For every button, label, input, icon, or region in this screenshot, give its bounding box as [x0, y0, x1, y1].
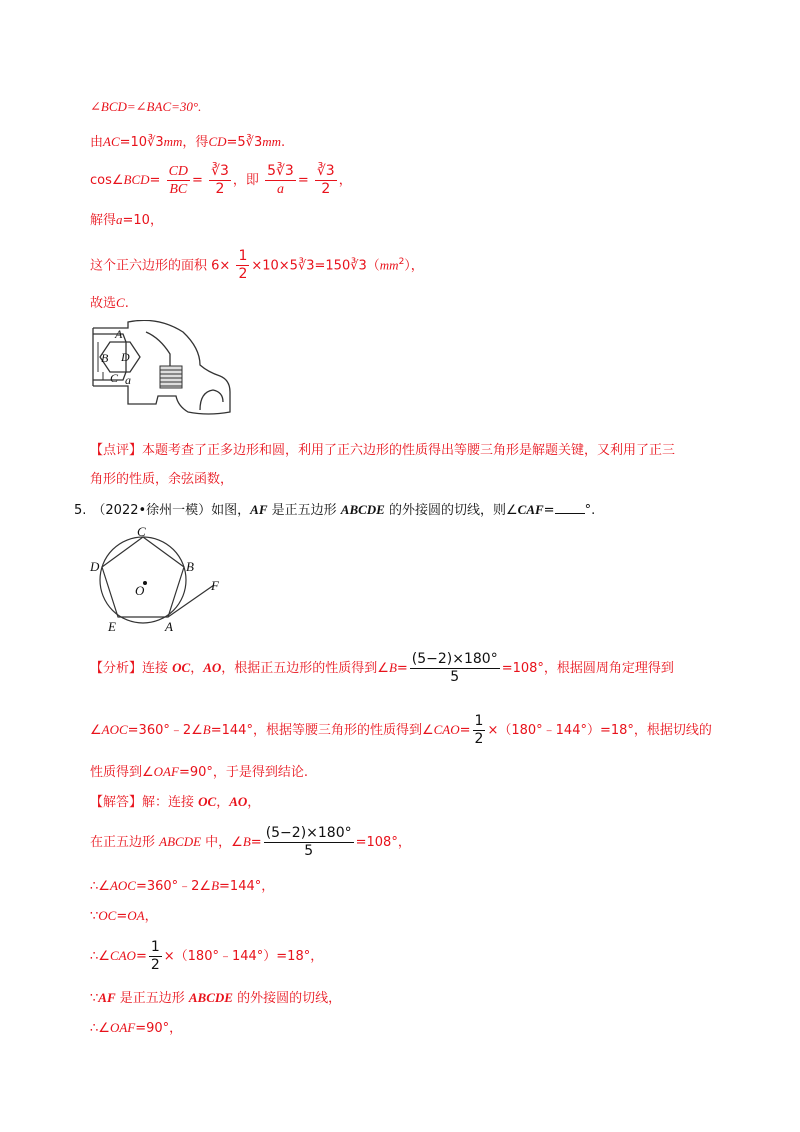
text: =	[543, 503, 555, 518]
text: =	[250, 835, 262, 850]
text: ，	[247, 795, 261, 810]
text: =	[192, 173, 203, 188]
fraction	[149, 939, 162, 974]
pentagon-label-c: C	[137, 525, 146, 539]
text: =360°﹣2∠	[127, 723, 203, 738]
solution-step-7	[90, 1018, 182, 1039]
wrench-label-d: D	[121, 350, 130, 364]
text: AO	[229, 794, 248, 809]
analysis-line-1	[90, 648, 674, 689]
fraction-denominator: 2	[238, 266, 248, 283]
text: AO	[203, 660, 222, 675]
fraction-denominator: 2	[474, 731, 484, 747]
text: CAF	[517, 502, 544, 517]
fraction-denominator: 5	[304, 843, 314, 859]
text: OC	[98, 908, 117, 923]
text: OA	[127, 908, 145, 923]
wrench-label-b: B	[101, 351, 109, 365]
text: cos∠	[90, 173, 124, 188]
fraction-numerator: CD	[168, 164, 189, 179]
solution-line-a	[90, 210, 163, 231]
comment-line-1	[90, 441, 675, 461]
text: 【解答】解：连接	[90, 795, 199, 810]
text: OAF	[109, 1020, 136, 1035]
question-5	[74, 500, 595, 521]
text: ，	[190, 661, 204, 676]
text: B	[388, 660, 397, 675]
fraction-numerator: 5∛3	[267, 163, 294, 179]
text: 中，∠	[201, 835, 243, 850]
text: ∴∠	[90, 949, 110, 964]
text: ，根据正五边形的性质得到∠	[221, 661, 389, 676]
pentagon-label-o: O	[135, 583, 145, 598]
solution-line-area	[90, 242, 424, 286]
fraction-denominator: 5	[450, 669, 460, 685]
text: =5∛3	[226, 135, 263, 150]
solution-step-3	[90, 876, 274, 897]
text: ，	[338, 173, 352, 188]
text: 是正五边形	[115, 991, 189, 1006]
text: ×（180°﹣144°）=18°，根据切线的	[487, 723, 712, 738]
analysis-line-3	[90, 762, 308, 783]
text: 在正五边形	[90, 835, 160, 850]
text: AC	[103, 134, 120, 149]
text: .	[281, 135, 286, 150]
text: ，	[144, 909, 158, 924]
text: mm	[379, 257, 399, 273]
text: =	[135, 949, 147, 964]
solution-line-ac	[90, 132, 285, 153]
fraction-numerator: ∛3	[211, 163, 229, 179]
fraction-denominator: 2	[215, 181, 225, 197]
pentagon-figure	[88, 525, 238, 635]
analysis-line-2	[90, 710, 712, 751]
text: ABCDE	[159, 834, 202, 849]
text: =10，	[122, 213, 163, 228]
text: .	[124, 296, 129, 311]
fraction-denominator: 2	[150, 957, 160, 973]
text: ×10×5∛3=150∛3（	[251, 258, 380, 274]
solution-step-6	[90, 988, 341, 1009]
comment-text: 角形的性质，余弦函数，	[90, 472, 234, 487]
pentagon-label-e: E	[108, 619, 116, 634]
fraction-denominator: a	[276, 182, 284, 197]
text: 解得	[90, 213, 117, 228]
text: =	[116, 909, 128, 924]
text: 这个正六边形的面积 6×	[90, 258, 231, 274]
text: =90°，	[135, 1021, 183, 1036]
wrench-figure	[88, 320, 238, 420]
fraction-numerator: 1	[150, 939, 160, 955]
fraction-numerator: ∛3	[316, 163, 335, 179]
text: B	[202, 722, 211, 737]
text: C	[116, 295, 125, 310]
text: 的外接圆的切线，	[232, 991, 342, 1006]
text: ×（180°﹣144°）=18°，	[163, 949, 324, 964]
text: （2022•徐州一模）如图，	[92, 503, 251, 518]
text: ∴∠	[90, 879, 110, 894]
text: =108°，	[355, 835, 411, 850]
text: ABCDE	[188, 990, 233, 1005]
pentagon-label-f: F	[211, 578, 219, 593]
solution-step-4	[90, 906, 158, 927]
solution-line-choice	[90, 293, 129, 314]
text: ABCDE	[340, 502, 385, 517]
solution-line-cos	[90, 160, 352, 201]
text: =	[396, 661, 408, 676]
solution-step-2	[90, 822, 411, 863]
text: ，得	[182, 135, 209, 150]
text: 【分析】连接	[90, 661, 173, 676]
wrench-label-a: A	[115, 327, 123, 341]
question-number: 5.	[74, 503, 87, 518]
text: AF	[250, 502, 268, 517]
text: °.	[584, 503, 596, 518]
text: CAO	[433, 722, 460, 737]
text: 是正五边形	[267, 503, 341, 518]
text: 故选	[90, 296, 117, 311]
text: =108°，根据圆周角定理得到	[501, 661, 674, 676]
solution-step-5	[90, 936, 323, 977]
text: =	[297, 173, 309, 188]
text: =10∛3	[119, 135, 164, 150]
text: AOC	[109, 878, 136, 893]
fraction-numerator: (5−2)×180°	[265, 825, 352, 841]
fraction	[410, 651, 500, 686]
comment-text: 【点评】本题考查了正多边形和圆，利用了正六边形的性质得出等腰三角形是解题关键，又利用了正三	[90, 443, 676, 458]
text: ，	[216, 795, 230, 810]
text: =360°﹣2∠	[135, 879, 212, 894]
text: ∠	[90, 723, 102, 738]
text: ），	[404, 258, 424, 274]
text: 性质得到∠	[90, 765, 154, 780]
text: ∵	[90, 991, 99, 1006]
fraction	[236, 248, 249, 283]
text: ∵	[90, 909, 99, 924]
text: =144°，根据等腰三角形的性质得到∠	[210, 723, 434, 738]
pentagon-label-b: B	[186, 559, 194, 574]
fraction	[167, 163, 190, 198]
text: AOC	[101, 722, 128, 737]
text: B	[242, 834, 251, 849]
text: mm	[163, 134, 183, 149]
wrench-label-c: C	[110, 371, 119, 385]
text: BCD	[123, 172, 150, 187]
text: =	[149, 173, 161, 188]
fraction-numerator: (5−2)×180°	[411, 651, 498, 667]
fraction	[264, 825, 354, 860]
wrench-label-lower-a: a	[125, 373, 131, 387]
comment-line-2	[90, 470, 233, 490]
fraction	[209, 163, 231, 198]
solution-step-1	[90, 792, 260, 813]
text: a	[116, 212, 123, 227]
fraction	[315, 163, 337, 198]
text: 由	[90, 135, 104, 150]
text: OAF	[153, 764, 179, 779]
text: 的外接圆的切线，则∠	[384, 503, 518, 518]
text: CD	[208, 134, 227, 149]
text: OC	[198, 794, 217, 809]
text: AF	[98, 990, 116, 1005]
answer-blank[interactable]	[555, 501, 585, 514]
text: OC	[172, 660, 191, 675]
angle-text: ∠BCD=∠BAC=30°.	[90, 99, 202, 114]
text: ，即	[232, 173, 259, 188]
fraction-denominator: BC	[169, 182, 188, 197]
fraction-numerator: 1	[238, 248, 248, 265]
pentagon-label-a: A	[165, 619, 173, 634]
fraction	[473, 713, 486, 748]
text: =90°，于是得到结论.	[178, 765, 309, 780]
superscript: 2	[398, 257, 405, 267]
text: B	[211, 878, 220, 893]
text: =144°，	[219, 879, 275, 894]
pentagon-label-d: D	[90, 559, 100, 574]
fraction	[265, 163, 296, 198]
text: CAO	[109, 948, 136, 963]
fraction-numerator: 1	[474, 713, 484, 729]
text: =	[459, 723, 471, 738]
fraction-denominator: 2	[321, 181, 331, 197]
text: mm	[262, 134, 281, 149]
solution-line-angle-bcd	[90, 97, 201, 118]
text: ∴∠	[90, 1021, 110, 1036]
